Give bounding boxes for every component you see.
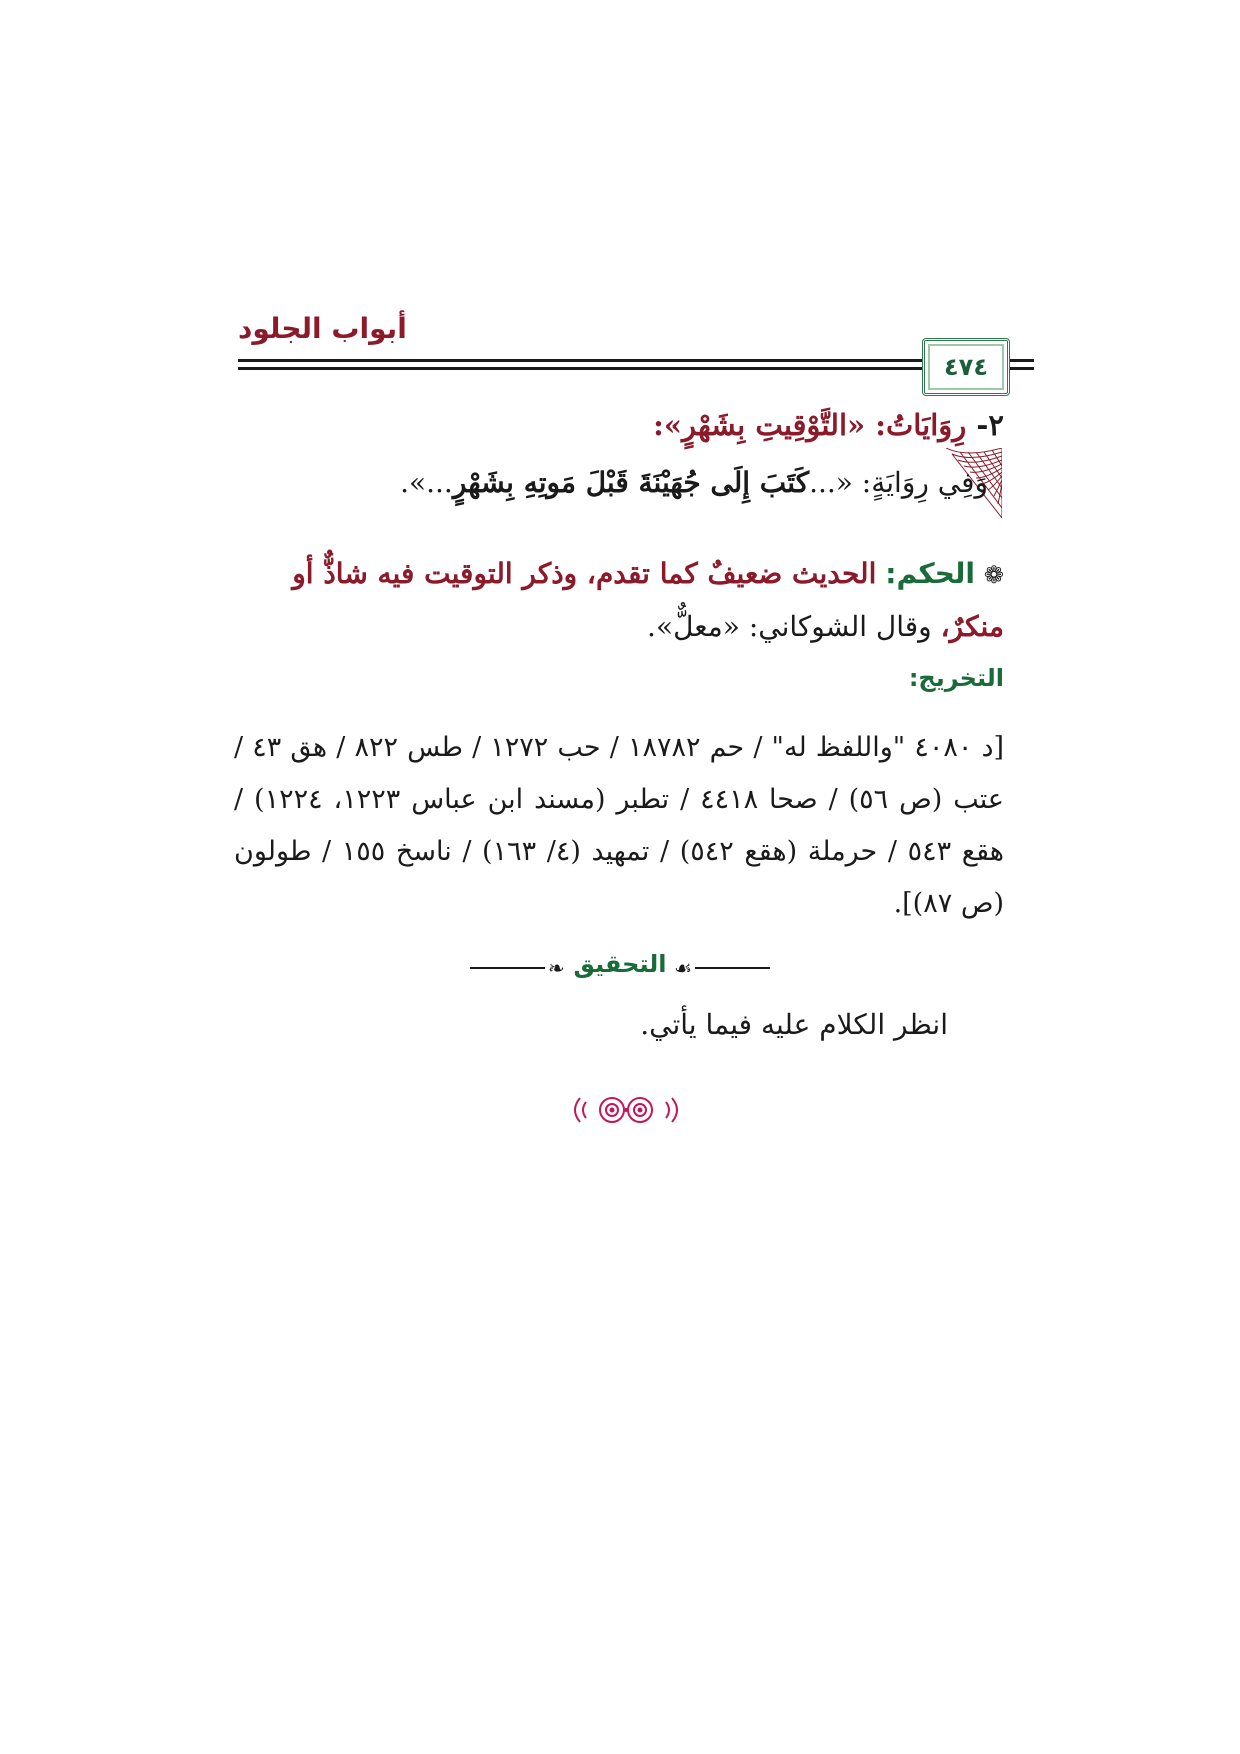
swirl-right-icon: ☙	[674, 956, 692, 980]
narration-lead: وَفِي رِوَايَةٍ: «...	[809, 466, 988, 499]
ruling-verdict: الحديث ضعيفٌ كما تقدم، وذكر التوقيت فيه شاذٌّ أو منكرٌ،	[292, 557, 1004, 643]
takhrij-heading: التخريج:	[908, 664, 1004, 692]
takhrij-references: [د ٤٠٨٠ "واللفظ له" / حم ١٨٧٨٢ / حب ١٢٧٢ / طس ٨٢٢ / هق ٤٣ / عتب (ص ٥٦) / صحا ٤٤١٨ / تطبر (مسند ابن عباس ١٢٢٣، ١٢٢٤) / هقع ٥٤٣ / حرملة (هقع ٥٤٢) / تمهيد (٤/ ١٦٣) / ناسخ ١٥٥ / طولون (ص ٨٧)].	[234, 732, 1005, 919]
header-rule-bottom	[238, 367, 1000, 370]
narration-line	[248, 466, 988, 499]
ruling-rest: وقال الشوكاني: «معلٌّ».	[647, 610, 941, 643]
narration-tail: ...».	[400, 466, 453, 499]
section-number: ٢-	[976, 408, 1004, 442]
page-number-frame	[922, 338, 1010, 396]
divider-line-right	[695, 967, 770, 969]
section-heading-text: رِوَايَاتُ: «التَّوْقِيتِ بِشَهْرٍ»:	[653, 408, 967, 442]
tahqiq-divider	[470, 948, 770, 988]
swirl-left-icon: ❧	[548, 956, 565, 980]
narration-quote: كَتَبَ إِلَى جُهَيْنَةَ قَبْلَ مَوتِهِ بِشَهْرٍ	[452, 466, 810, 499]
ruling-label: الحكم:	[885, 557, 975, 590]
header-rule-top-right	[1010, 359, 1034, 362]
header-rule-top	[238, 359, 1000, 362]
flower-bullet-icon: ❁	[983, 561, 1004, 589]
tahqiq-title: التحقيق	[573, 950, 667, 978]
tahqiq-note: انظر الكلام عليه فيما يأتي.	[640, 1008, 948, 1041]
header-rule-bottom-right	[1010, 367, 1034, 370]
chapter-title: أبواب الجلود	[238, 312, 407, 345]
section-heading	[234, 408, 1004, 442]
end-ornament-icon	[566, 1090, 686, 1130]
ruling-paragraph	[234, 548, 1004, 653]
page-number: ٤٧٤	[944, 353, 988, 381]
